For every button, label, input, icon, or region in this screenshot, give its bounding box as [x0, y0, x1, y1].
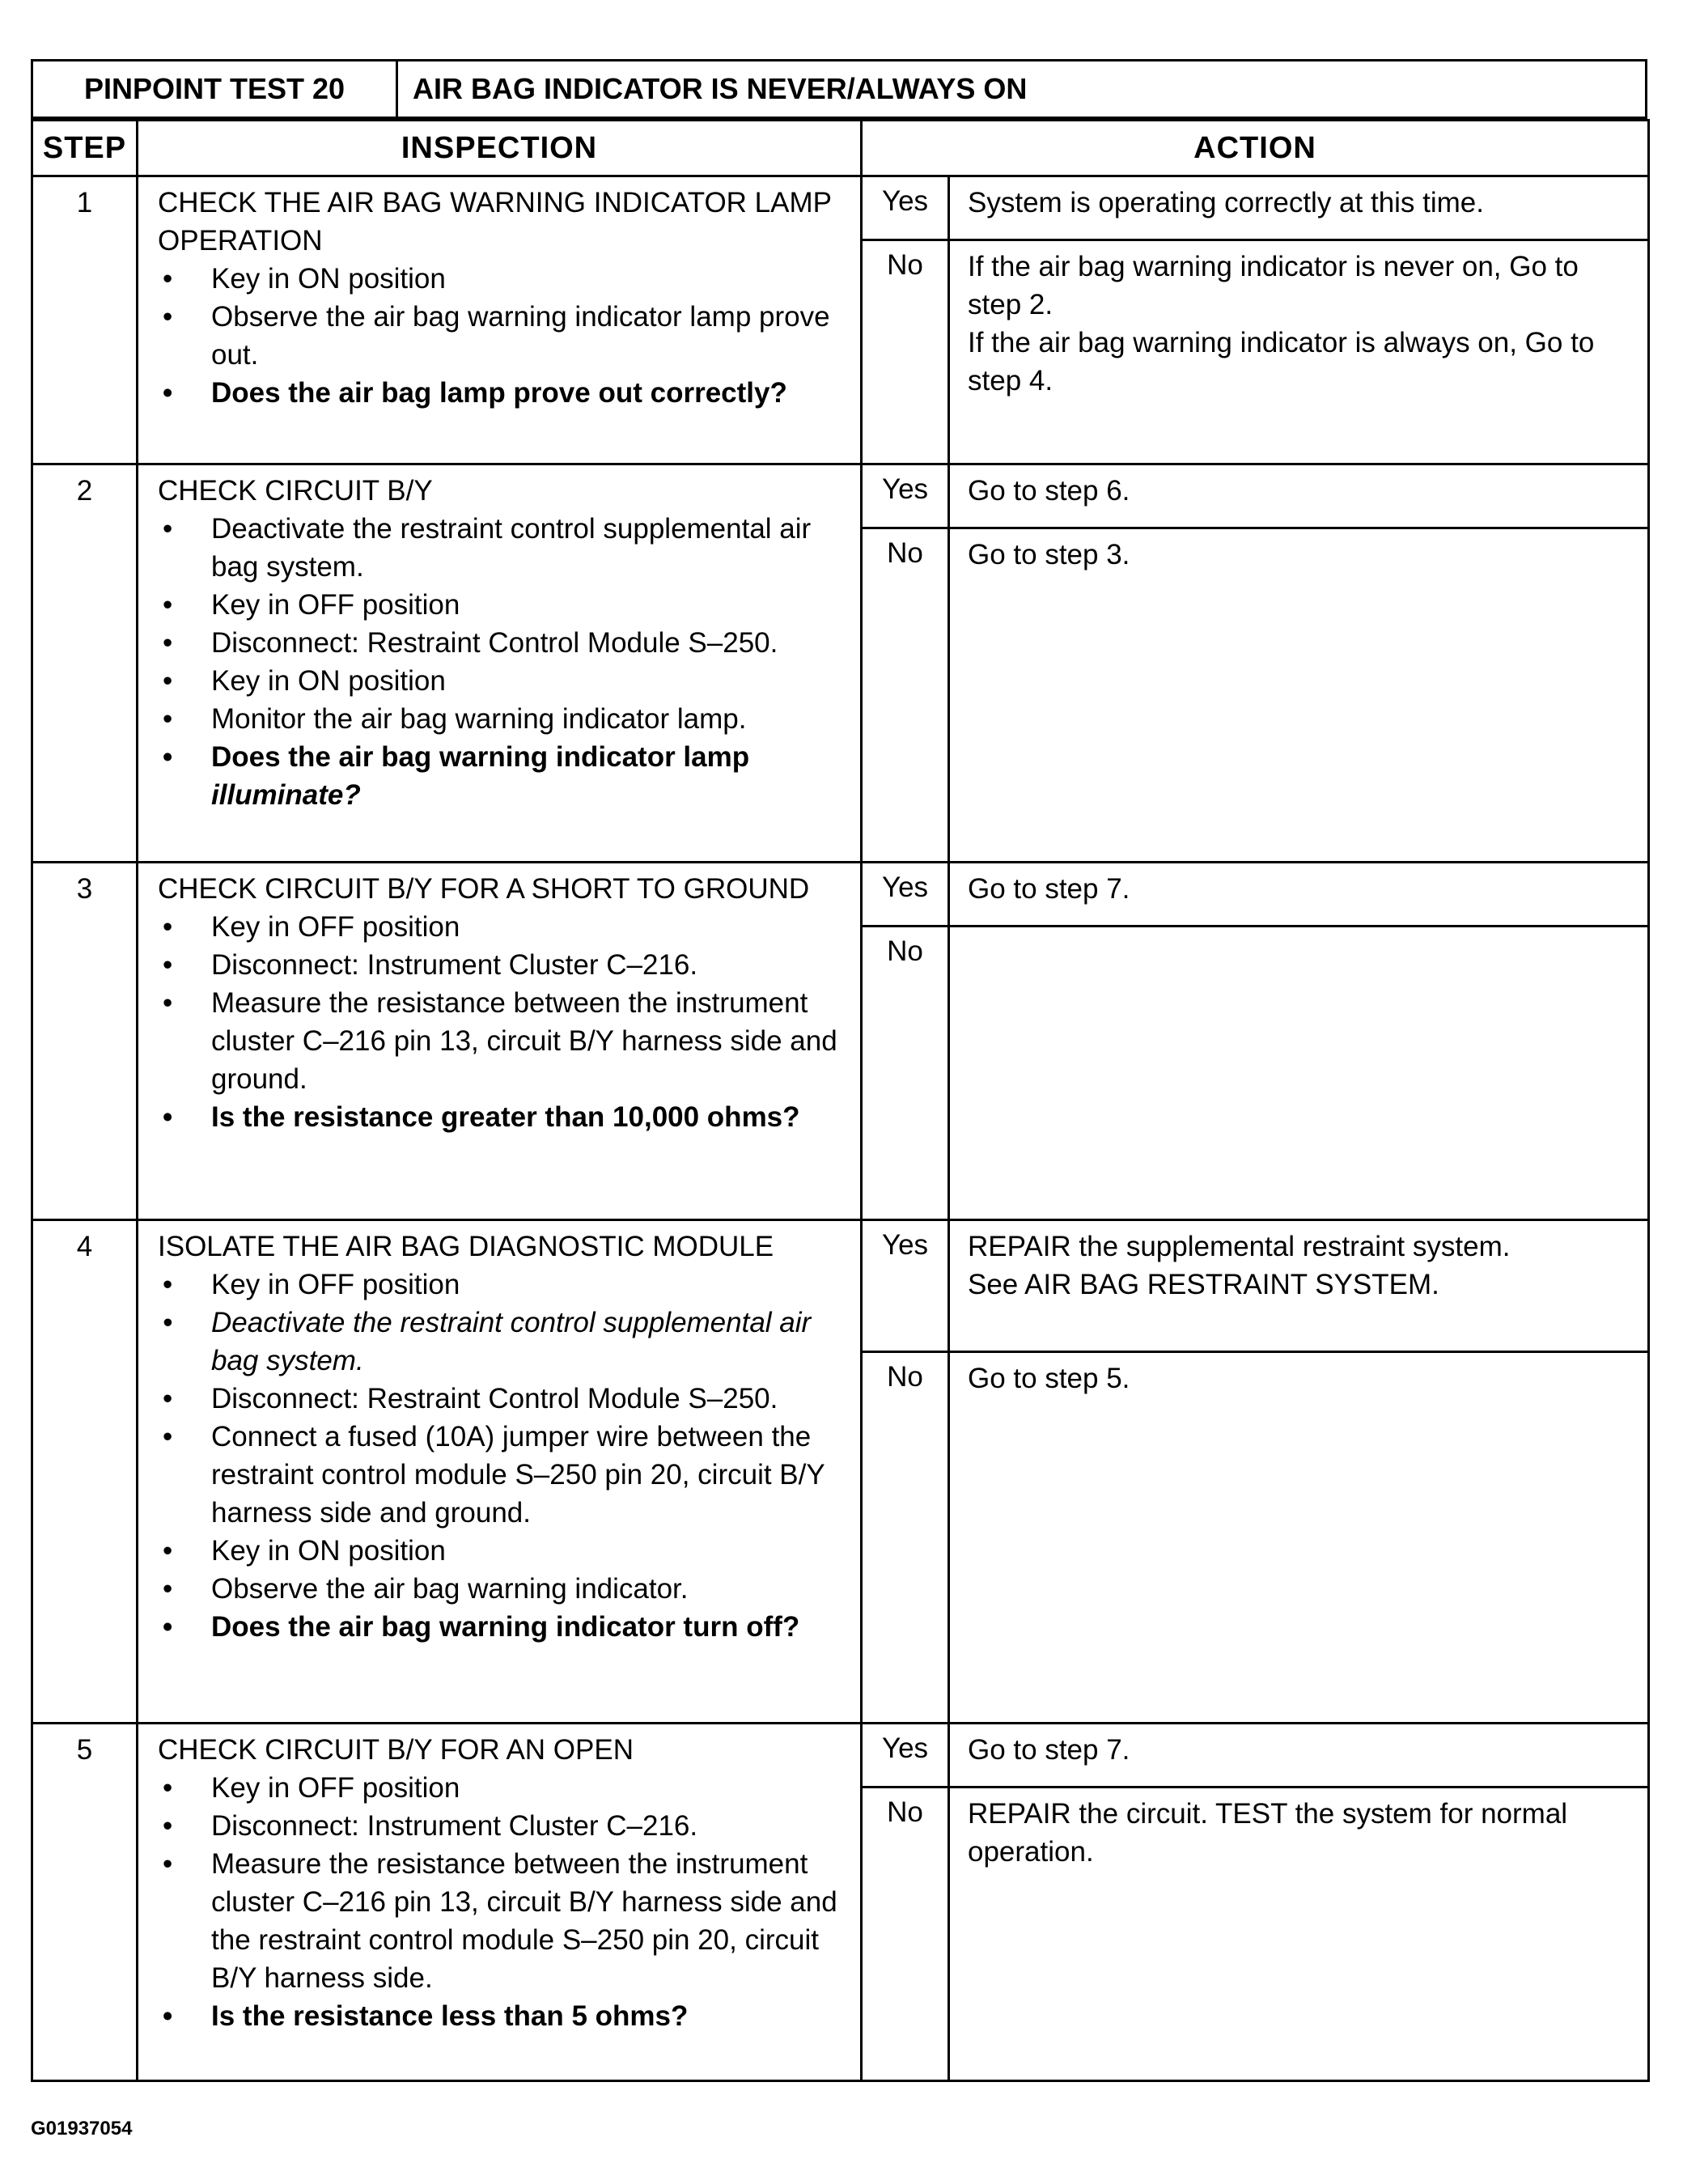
step-title: CHECK CIRCUIT B/Y FOR AN OPEN: [158, 1734, 634, 1766]
step-question-text: illuminate?: [211, 779, 361, 811]
no-action: [949, 927, 1649, 1220]
column-header-inspection: INSPECTION: [138, 121, 862, 176]
step-question: • Does the air bag warning indicator turn off?: [158, 1608, 849, 1646]
no-action: [949, 240, 1649, 464]
yes-action: [949, 1220, 1649, 1352]
step-title: CHECK CIRCUIT B/Y: [158, 475, 433, 507]
yes-action-line: See AIR BAG RESTRAINT SYSTEM.: [968, 1269, 1439, 1300]
list-item: • Observe the air bag warning indicator lamp prove out.: [158, 298, 849, 374]
step-title: CHECK THE AIR BAG WARNING INDICATOR LAMP OPERATION: [158, 187, 832, 257]
step-title: ISOLATE THE AIR BAG DIAGNOSTIC MODULE: [158, 1231, 774, 1262]
table-row: [32, 1220, 1649, 1352]
yes-label: Yes: [862, 464, 949, 528]
step-number: 2: [32, 464, 138, 863]
table-row: [32, 176, 1649, 240]
list-item: • Key in OFF position: [158, 1266, 849, 1304]
yes-label: Yes: [862, 863, 949, 927]
yes-action: System is operating correctly at this time.: [949, 176, 1649, 240]
list-item: • Key in OFF position: [158, 908, 849, 946]
no-label: No: [862, 1787, 949, 2081]
column-header-step: STEP: [32, 121, 138, 176]
step-inspection: [138, 176, 862, 464]
step-number: 3: [32, 863, 138, 1220]
list-item: • Key in OFF position: [158, 1769, 849, 1807]
test-steps-table: [31, 119, 1650, 2082]
list-item: • Measure the resistance between the instrument cluster C–216 pin 13, circuit B/Y harness side and ground.: [158, 984, 849, 1098]
step-number: 4: [32, 1220, 138, 1724]
list-item: • Disconnect: Instrument Cluster C–216.: [158, 946, 849, 984]
table-row: [32, 464, 1649, 528]
step-bullet-list: [158, 1769, 849, 2035]
step-inspection: [138, 1220, 862, 1724]
figure-code: G01937054: [31, 2118, 133, 2139]
table-row: [32, 863, 1649, 927]
list-item: • Disconnect: Restraint Control Module S–250.: [158, 624, 849, 662]
list-item: • Key in OFF position: [158, 586, 849, 624]
list-item: • Measure the resistance between the instrument cluster C–216 pin 13, circuit B/Y harness side and the restraint control module S–250 pin 20, circuit B/Y harness side.: [158, 1845, 849, 1997]
step-inspection: [138, 464, 862, 863]
step-number: 5: [32, 1724, 138, 2081]
list-item: • Deactivate the restraint control supplemental air bag system.: [158, 1304, 849, 1380]
step-bullet-list: [158, 908, 849, 1136]
no-action-line: If the air bag warning indicator is never on, Go to step 2.: [968, 251, 1579, 320]
yes-label: Yes: [862, 1724, 949, 1787]
list-item: • Monitor the air bag warning indicator lamp.: [158, 700, 849, 738]
step-question: • Does the air bag lamp prove out correctly?: [158, 374, 849, 412]
yes-label: Yes: [862, 1220, 949, 1352]
test-header: [31, 59, 1647, 119]
pinpoint-test-sheet: [31, 59, 1647, 2082]
yes-action: Go to step 7.: [949, 1724, 1649, 1787]
no-action: Go to step 3.: [949, 528, 1649, 863]
list-item: • Key in ON position: [158, 260, 849, 298]
step-question: • Is the resistance greater than 10,000 ohms?: [158, 1098, 849, 1136]
no-action-line: If the air bag warning indicator is always on, Go to step 4.: [968, 327, 1595, 397]
test-title: AIR BAG INDICATOR IS NEVER/ALWAYS ON: [397, 61, 1647, 118]
list-item: • Key in ON position: [158, 1532, 849, 1570]
table-row: [32, 1724, 1649, 1787]
no-label: No: [862, 528, 949, 863]
list-item: • Disconnect: Restraint Control Module S–250.: [158, 1380, 849, 1418]
no-label: No: [862, 1352, 949, 1724]
step-title: CHECK CIRCUIT B/Y FOR A SHORT TO GROUND: [158, 873, 810, 905]
yes-action: Go to step 6.: [949, 464, 1649, 528]
no-action: Go to step 5.: [949, 1352, 1649, 1724]
no-label: No: [862, 240, 949, 464]
list-item: • Deactivate the restraint control supplemental air bag system.: [158, 510, 849, 586]
step-question-text: Does the air bag warning indicator lamp: [211, 741, 750, 773]
step-number: 1: [32, 176, 138, 464]
step-question: • Is the resistance less than 5 ohms?: [158, 1997, 849, 2035]
test-label: PINPOINT TEST 20: [32, 61, 397, 118]
yes-action: Go to step 7.: [949, 863, 1649, 927]
yes-action-line: REPAIR the supplemental restraint system.: [968, 1231, 1511, 1262]
step-bullet-list: [158, 260, 849, 412]
list-item: • Observe the air bag warning indicator.: [158, 1570, 849, 1608]
step-inspection: [138, 863, 862, 1220]
list-item: • Disconnect: Instrument Cluster C–216.: [158, 1807, 849, 1845]
list-item: • Key in ON position: [158, 662, 849, 700]
step-question: [158, 738, 849, 814]
yes-label: Yes: [862, 176, 949, 240]
no-action: REPAIR the circuit. TEST the system for normal operation.: [949, 1787, 1649, 2081]
list-item: • Connect a fused (10A) jumper wire between the restraint control module S–250 pin 20, circuit B/Y harness side and ground.: [158, 1418, 849, 1532]
step-bullet-list: [158, 510, 849, 814]
step-bullet-list: [158, 1266, 849, 1646]
column-header-action: ACTION: [862, 121, 1649, 176]
column-header-row: [32, 121, 1649, 176]
no-label: No: [862, 927, 949, 1220]
step-inspection: [138, 1724, 862, 2081]
